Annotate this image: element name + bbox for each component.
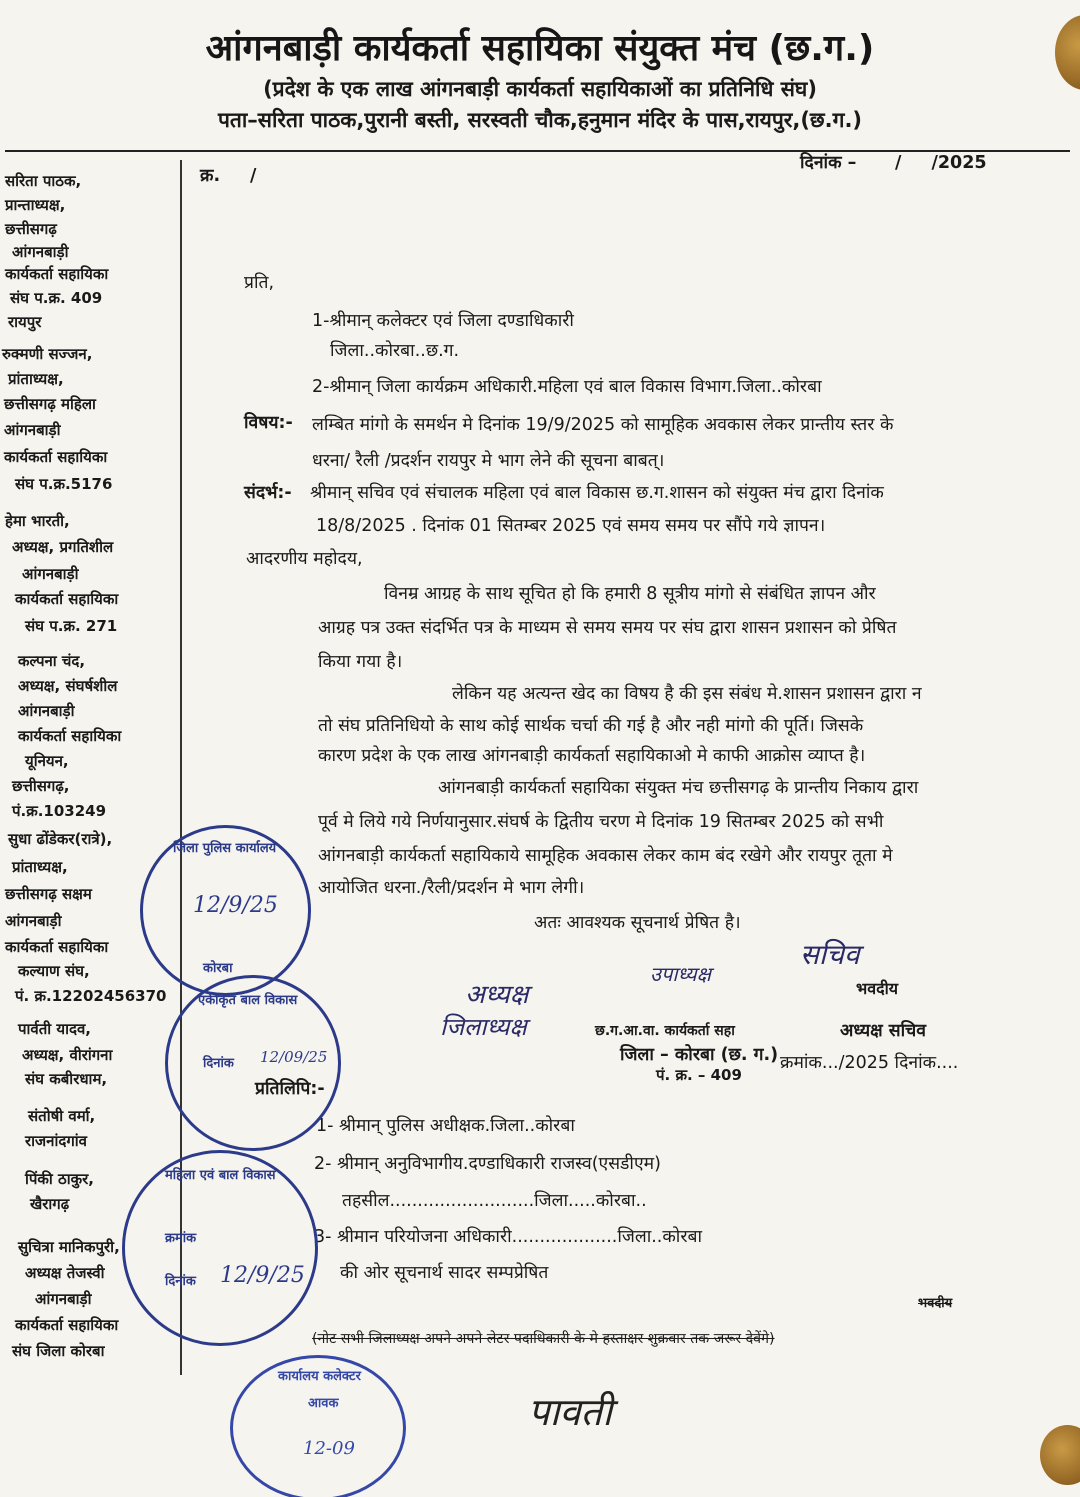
sidebar-line: प्रांताध्यक्ष, [8,370,64,388]
sidebar-line: कार्यकर्ता सहायिका [15,1316,119,1334]
letterhead-subtitle: (प्रदेश के एक लाख आंगनबाड़ी कार्यकर्ता सहायिकाओं का प्रतिनिधि संघ) [263,77,817,101]
cc-2: 2- श्रीमान् अनुविभागीय.दण्डाधिकारी राजस्व(एसडीएम) [314,1154,661,1174]
police-stamp-date: 12/9/25 [193,893,278,918]
sidebar-line: अध्यक्ष, वीरांगना [22,1046,113,1064]
sidebar-line: संघ प.क्र. 271 [25,617,118,635]
subject-line-2: धरना/ रैली /प्रदर्शन रायपुर मे भाग लेने की सूचना बाबत्। [312,451,665,471]
police-stamp [140,825,311,996]
cc-3: 3- श्रीमान परियोजना अधिकारी...................जिला..कोरबा [314,1227,703,1247]
closing-line: अतः आवश्यक सूचनार्थ प्रेषित है। [534,913,741,933]
collector-stamp-date: 12-09 [303,1438,355,1459]
addressee-2: 2-श्रीमान् जिला कार्यक्रम अधिकारी.महिला एवं बाल विकास विभाग.जिला..कोरबा [312,377,822,397]
sidebar-line: खैरागढ़ [30,1195,70,1213]
sidebar-line: सरिता पाठक, [5,172,82,190]
sidebar-line: पार्वती यादव, [18,1020,91,1038]
wcd-stamp-date: 12/9/25 [220,1263,305,1288]
struck-note: (नोट सभी जिलाध्यक्ष अपने अपने लेटर पदाधिकारी के मे हस्ताक्षर शुक्रवार तक जरूर देवेंगे) [312,1331,775,1347]
pratilipi-label: प्रतिलिपि:- [255,1079,325,1099]
sidebar-line: कार्यकर्ता सहायिका [5,938,109,956]
sidebar-line: आंगनबाड़ी [18,702,75,720]
cc-2-line2: तहसील..........................जिला.....कोरबा.. [342,1191,647,1211]
wcd-stamp [122,1150,318,1346]
sidebar-line: कार्यकर्ता सहायिका [18,727,122,745]
adhyaksh-sachiv: अध्यक्ष सचिव [840,1021,926,1041]
signature-4: सचिव [800,938,860,971]
para2-line3: कारण प्रदेश के एक लाख आंगनबाड़ी कार्यकर्ता सहायिकाओ मे काफी आक्रोस व्याप्त है। [318,746,866,766]
sidebar-line: आंगनबाड़ी [4,421,61,439]
wcd-stamp-dinank: दिनांक [165,1274,196,1289]
para3-line4: आयोजित धरना./रैली/प्रदर्शन मे भाग लेगी। [318,878,585,898]
subject-line-1: लम्बित मांगो के समर्थन मे दिनांक 19/9/2025 को सामूहिक अवकास लेकर प्रान्तीय स्तर के [312,415,894,435]
sidebar-line: संतोषी वर्मा, [28,1107,96,1125]
sidebar-line: कार्यकर्ता सहायिका [15,590,119,608]
para1-line2: आग्रह पत्र उक्त संदर्भित पत्र के माध्यम से समय समय पर संघ द्वारा शासन प्रशासन को प्रेषित [318,618,897,638]
sidebar-line: आंगनबाड़ी [12,243,69,261]
police-stamp-label: कोरबा [203,961,233,976]
bhavdiya: भवदीय [856,979,899,998]
sidebar-line: कार्यकर्ता सहायिका [4,448,108,466]
addressee-1: 1-श्रीमान् कलेक्टर एवं जिला दण्डाधिकारी [312,311,574,331]
sidebar-line: छत्तीसगढ़ सक्षम [5,885,92,903]
para1-line1: विनम्र आग्रह के साथ सूचित हो कि हमारी 8 सूत्रीय मांगो से संबंधित ज्ञापन और [384,584,876,604]
sidebar-line: यूनियन, [25,752,69,770]
reference-line-2: 18/8/2025 . दिनांक 01 सितम्बर 2025 एवं समय समय पर सौंपे गये ज्ञापन। [316,516,826,536]
collector-stamp-text: कार्यालय कलेक्टर [278,1369,361,1384]
signatory-stamp-line2: जिला – कोरबा (छ. ग.) [620,1045,779,1065]
sidebar-line: आंगनबाड़ी [5,912,62,930]
sidebar-line: प्रांताध्यक्ष, [12,858,68,876]
signature-3: उपाध्यक्ष [650,962,711,986]
coin-bottom-right [1040,1425,1080,1485]
para3-line1: आंगनबाड़ी कार्यकर्ता सहायिका संयुक्त मंच छत्तीसगढ़ के प्रान्तीय निकाय द्वारा [438,778,919,798]
sidebar-line: आंगनबाड़ी [35,1290,92,1308]
sidebar-line: कल्पना चंद, [18,652,86,670]
sidebar-line: पं. क्र.12202456370 [15,987,167,1005]
cc-end: की ओर सूचनार्थ सादर सम्पप्रेषित [340,1263,549,1283]
sidebar-line: छत्तीसगढ़ महिला [4,395,96,413]
ref-number-label: क्र. [200,166,221,186]
salutation: आदरणीय महोदय, [246,549,363,569]
signature-2: जिलाध्यक्ष [440,1013,527,1041]
sidebar-line: प्रान्ताध्यक्ष, [5,196,66,214]
reference-label: संदर्भ:- [244,483,292,503]
cc-1: 1- श्रीमान् पुलिस अधीक्षक.जिला..कोरबा [316,1116,575,1136]
icds-stamp-date: 12/09/25 [260,1048,328,1066]
sidebar-line: रुक्मणी सज्जन, [2,345,93,363]
police-stamp-text: जिला पुलिस कार्यालय [173,841,277,856]
sidebar-line: अध्यक्ष तेजस्वी [25,1264,105,1282]
addressee-1-district: जिला..कोरबा..छ.ग. [330,341,460,361]
sidebar-line: छत्तीसगढ़, [12,777,70,795]
signature-1: अध्यक्ष [465,980,529,1010]
sidebar-line: आंगनबाड़ी [22,565,79,583]
collector-stamp-sub: आवक [308,1396,339,1411]
sidebar-line: रायपुर [8,313,42,331]
sidebar-line: राजनांदगांव [25,1132,87,1150]
para2-line1: लेकिन यह अत्यन्त खेद का विषय है की इस संबंध मे.शासन प्रशासन द्वारा न [452,684,922,704]
prati: प्रति, [244,273,275,293]
sidebar-line: संघ जिला कोरबा [12,1342,105,1360]
para3-line2: पूर्व मे लिये गये निर्णयानुसार.संघर्ष के द्वितीय चरण मे दिनांक 19 सितम्बर 2025 को सभी [318,812,884,832]
date-value: / /2025 [895,153,987,173]
collector-stamp [230,1355,406,1497]
struck-bhavdiya: भवदीय [918,1296,953,1311]
wcd-stamp-text: महिला एवं बाल विकास [165,1168,276,1183]
icds-stamp-dinank: दिनांक [203,1056,234,1071]
sidebar-line: कल्याण संघ, [18,962,90,980]
sidebar-line: संघ कबीरधाम, [25,1070,108,1088]
kramank-line: क्रमांक.../2025 दिनांक.... [780,1053,959,1073]
ref-number-value: / [250,166,257,186]
reference-line-1: श्रीमान् सचिव एवं संचालक महिला एवं बाल विकास छ.ग.शासन को संयुक्त मंच द्वारा दिनांक [310,483,884,503]
wcd-stamp-krmak: क्रमांक [165,1231,197,1246]
date-label: दिनांक – [800,153,857,173]
sidebar-line: अध्यक्ष, संघर्षशील [18,677,118,695]
para3-line3: आंगनबाड़ी कार्यकर्ता सहायिकाये सामूहिक अवकास लेकर काम बंद रखेगे और रायपुर तूता मे [318,846,893,866]
sidebar-line: छत्तीसगढ़ [5,220,57,238]
icds-stamp [165,975,341,1151]
sidebar-line: पं.क्र.103249 [12,802,107,820]
para1-line3: किया गया है। [318,652,403,672]
subject-label: विषय:- [244,413,293,433]
signatory-stamp-line1: छ.ग.आ.वा. कार्यकर्ता सहा [595,1023,735,1039]
sidebar-line: पिंकी ठाकुर, [25,1170,94,1188]
sidebar-line: अध्यक्ष, प्रगतिशील [12,538,114,556]
sidebar-line: संघ प.क्र.5176 [15,475,113,493]
letterhead-address: पता–सरिता पाठक,पुरानी बस्ती, सरस्वती चौक,हनुमान मंदिर के पास,रायपुर,(छ.ग.) [217,108,863,132]
para2-line2: तो संघ प्रतिनिधियो के साथ कोई सार्थक चर्चा की गई है और नही मांगो की पूर्ति। जिसके [318,716,864,736]
sidebar-line: संघ प.क्र. 409 [10,289,103,307]
icds-stamp-text: एकीकृत बाल विकास [198,993,298,1008]
sidebar-line: कार्यकर्ता सहायिका [5,265,109,283]
sidebar-line: सुधा ढोंडेकर(रात्रे), [8,830,113,848]
sidebar-line: हेमा भारती, [5,512,70,530]
signatory-stamp-line3: पं. क्र. – 409 [656,1066,742,1084]
handwritten-received: पावती [528,1390,613,1434]
sidebar-line: सुचित्रा मानिकपुरी, [18,1238,120,1256]
letterhead-title: आंगनबाड़ी कार्यकर्ता सहायिका संयुक्त मंच (छ.ग.) [205,28,875,69]
